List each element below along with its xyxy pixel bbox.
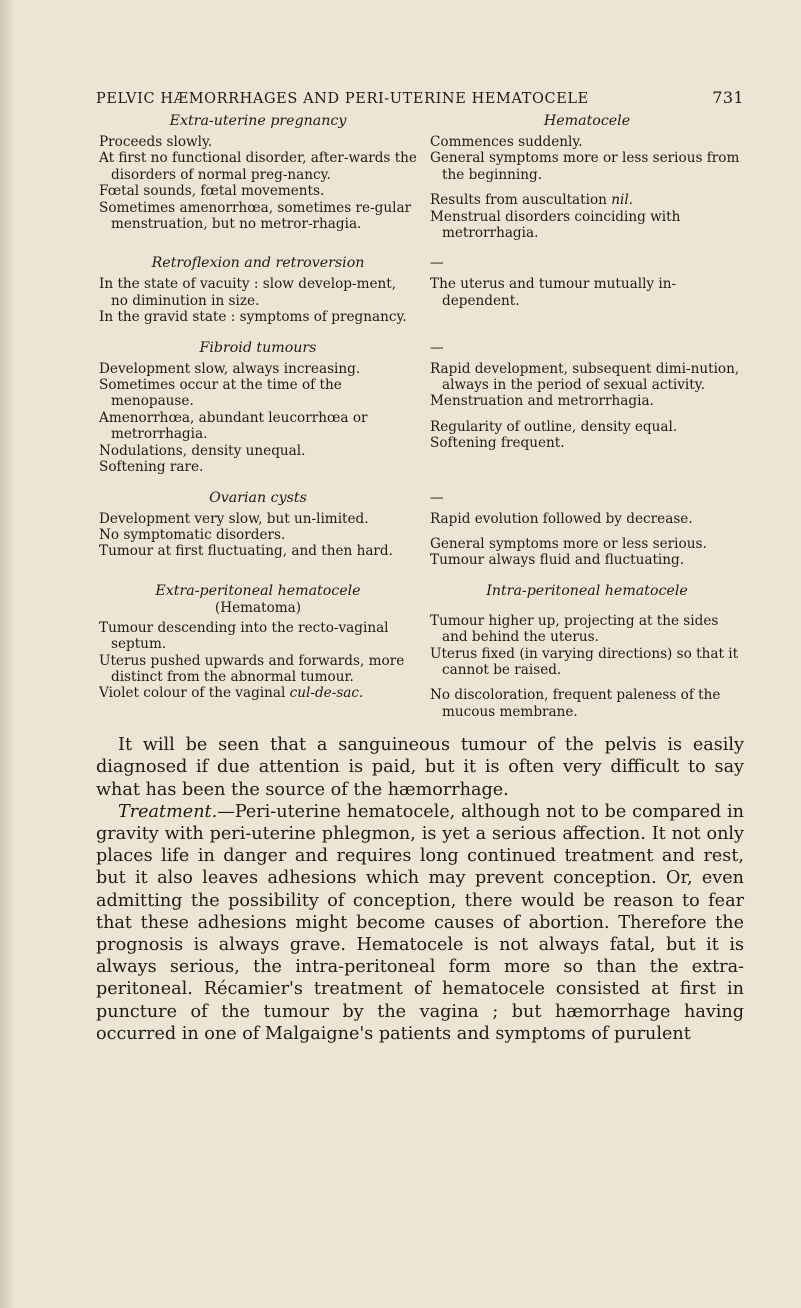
right-column [430, 255, 744, 325]
list-item: Uterus pushed upwards and forwards, more distinct from the abnormal tumour. [99, 652, 405, 685]
treatment-label: Treatment. [118, 801, 218, 822]
left-column [96, 113, 417, 241]
body-text [96, 734, 744, 1045]
dash-separator: — [430, 489, 444, 506]
section-heading: Intra-peritoneal hematocele [486, 582, 688, 599]
right-column [430, 490, 744, 569]
comparison-section-2 [96, 255, 744, 325]
list-item: Development very slow, but un-limited. [99, 510, 369, 527]
comparison-section-3 [96, 340, 744, 476]
list-item: No symptomatic disorders. [99, 526, 286, 543]
page-header [96, 88, 744, 107]
left-column [96, 255, 417, 325]
comparison-section-1 [96, 113, 744, 241]
list-item: No discoloration, frequent paleness of the mucous membrane. [430, 687, 721, 720]
section-heading: Retroflexion and retroversion [151, 255, 365, 272]
list-item: Menstrual disorders coinciding with metrorrhagia. [430, 208, 681, 242]
list-item: Nodulations, density unequal. [99, 442, 306, 459]
list-item: Tumour at first fluctuating, and then hard. [99, 543, 393, 560]
list-item: Amenorrhœa, abundant leucorrhœa or metrorrhagia. [99, 409, 368, 443]
section-heading: Extra-peritoneal hematocele [155, 582, 361, 599]
list-item: Uterus fixed (in varying directions) so that it cannot be raised. [430, 645, 739, 678]
list-item: Development slow, always increasing. [99, 360, 361, 377]
right-column [430, 583, 744, 720]
list-item: Softening frequent. [430, 435, 565, 452]
list-item: Sometimes occur at the time of the menopause. [99, 377, 342, 410]
list-item: Commences suddenly. [430, 134, 583, 150]
list-item: Fœtal sounds, fœtal movements. [99, 183, 325, 200]
list-item: Tumour higher up, projecting at the sides and behind the uterus. [430, 612, 719, 646]
list-item: Regularity of outline, density equal. [430, 418, 678, 435]
right-column [430, 340, 744, 476]
list-item: Rapid evolution followed by decrease. [430, 510, 693, 527]
list-item: The uterus and tumour mutually in-dependent. [430, 276, 677, 309]
left-column [96, 490, 417, 569]
list-item: General symptoms more or less serious. [430, 535, 707, 552]
list-item: Tumour always fluid and fluctuating. [430, 552, 685, 569]
section-heading: Extra-uterine pregnancy [169, 113, 347, 129]
list-item: Sometimes amenorrhœa, sometimes re-gular menstruation, but no metror-rhagia. [99, 199, 412, 233]
left-column [96, 340, 417, 476]
list-item: Violet colour of the vaginal cul-de-sac. [99, 685, 364, 702]
section-heading: Hematocele [543, 113, 631, 129]
list-item: Rapid development, subsequent dimi-nution, always in the period of sexual activity. [430, 360, 740, 394]
section-subheading: (Hematoma) [214, 599, 302, 616]
paragraph: Treatment.—Peri-uterine hematocele, although not to be compared in gravity with peri-uterine phlegmon, is yet a serious affection. It not only places life in danger and requires long continued treatment and rest, but it also leaves adhesions which may prevent conception. Or, even admitting the possibility of conception, there would be reason to fear that these adhesions might become causes of abortion. Therefore the prognosis is always grave. Hematocele is not always fatal, but it is always serious, the intra-peritoneal form more so than the extra-peritoneal. Récamier's treatment of hematocele consisted at first in puncture of the tumour by the vagina ; but hæmorrhage having occurred in one of Malgaigne's patients and symptoms of purulent [96, 801, 744, 1044]
dash-separator: — [430, 255, 444, 272]
page-binding-edge [0, 0, 14, 1308]
running-title: PELVIC HÆMORRHAGES AND PERI-UTERINE HEMATOCELE [96, 91, 589, 107]
list-item: Results from auscultation nil. [430, 192, 634, 209]
list-item: At first no functional disorder, after-wards the disorders of normal preg-nancy. [99, 150, 417, 183]
left-column [96, 583, 417, 720]
section-heading: Ovarian cysts [209, 489, 307, 506]
dash-separator: — [430, 339, 444, 356]
paragraph: It will be seen that a sanguineous tumour of the pelvis is easily diagnosed if due attention is paid, but it is often very difficult to say what has been the source of the hæmorrhage. [96, 735, 744, 800]
list-item: In the gravid state : symptoms of pregnancy. [99, 309, 407, 326]
list-item: General symptoms more or less serious from the beginning. [430, 150, 740, 183]
list-item: Tumour descending into the recto-vaginal septum. [99, 619, 389, 653]
right-column [430, 113, 744, 241]
list-item: Proceeds slowly. [99, 134, 213, 150]
comparison-section-4 [96, 490, 744, 569]
list-item: In the state of vacuity : slow develop-ment, no diminution in size. [99, 276, 397, 309]
comparison-section-5 [96, 583, 744, 720]
list-item: Softening rare. [99, 459, 204, 476]
book-page [96, 88, 744, 1045]
section-heading: Fibroid tumours [199, 339, 317, 356]
list-item: Menstruation and metrorrhagia. [430, 393, 654, 410]
page-number: 731 [712, 88, 744, 107]
